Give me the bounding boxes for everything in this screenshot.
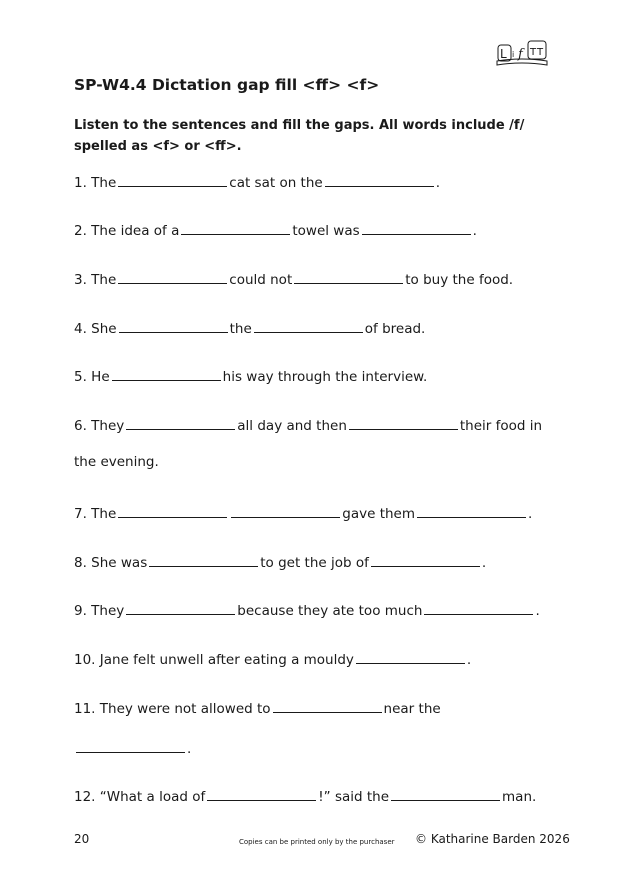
sentence-text: 5. He [74, 369, 110, 385]
sentence-text: 8. She was [74, 555, 148, 571]
sentence-text: . [528, 506, 533, 522]
answer-gap[interactable] [391, 785, 500, 801]
svg-text:L: L [500, 47, 507, 61]
sentence-text: 12. “What a load of [74, 789, 206, 805]
sentence-line [74, 365, 427, 385]
answer-gap[interactable] [181, 219, 290, 235]
svg-text:T: T [530, 47, 537, 58]
sentence-text: near the [383, 701, 441, 717]
answer-gap[interactable] [362, 219, 471, 235]
svg-text:f: f [518, 47, 523, 62]
sentence-text: 1. The [74, 175, 117, 191]
answer-gap[interactable] [254, 317, 363, 333]
sentence-text: the [229, 321, 252, 337]
sentence-line [74, 502, 532, 522]
sentence-line [74, 268, 513, 288]
sentence-text: his way through the interview. [222, 369, 428, 385]
answer-gap[interactable] [325, 171, 434, 187]
sentence-line [74, 317, 425, 337]
sentence-text: 10. Jane felt unwell after eating a mouldy [74, 652, 354, 668]
answer-gap[interactable] [149, 551, 258, 567]
answer-gap[interactable] [126, 414, 235, 430]
answer-gap[interactable] [118, 171, 227, 187]
page-number: 20 [74, 832, 90, 846]
sentence-text: man. [502, 789, 537, 805]
sentence-text: 11. They were not allowed to [74, 701, 271, 717]
answer-gap[interactable] [118, 502, 227, 518]
svg-text:T: T [537, 47, 544, 58]
sentence-text: the evening. [74, 454, 159, 470]
sentence-text: . [472, 223, 477, 239]
sentence-text: gave them [342, 506, 416, 522]
answer-gap[interactable] [126, 599, 235, 615]
sentence-line [74, 737, 191, 757]
answer-gap[interactable] [294, 268, 403, 284]
sentence-line [74, 414, 542, 434]
sentence-text: their food in [459, 418, 543, 434]
instructions: Listen to the sentences and fill the gaps. All words include /f/ spelled as <f> or <ff>. [74, 118, 525, 154]
sentence-line [74, 648, 471, 668]
sentence-text: towel was [292, 223, 360, 239]
sentence-text: 3. The [74, 272, 117, 288]
answer-gap[interactable] [231, 502, 340, 518]
answer-gap[interactable] [119, 317, 228, 333]
sentence-text: 7. The [74, 506, 117, 522]
sentence-line [74, 551, 486, 571]
sentence-text: !” said the [318, 789, 390, 805]
sentence-text: . [435, 175, 441, 191]
sentence-text: to buy the food. [405, 272, 514, 288]
svg-text:i: i [512, 50, 515, 59]
copy-notice: Copies can be printed only by the purchaser [239, 838, 395, 846]
sentence-line [74, 785, 536, 805]
answer-gap[interactable] [207, 785, 316, 801]
answer-gap[interactable] [118, 268, 227, 284]
sentence-text: . [187, 741, 192, 757]
answer-gap[interactable] [356, 648, 465, 664]
answer-gap[interactable] [112, 365, 221, 381]
sentence-text: 4. She [74, 321, 117, 337]
lift-logo [494, 39, 550, 69]
answer-gap[interactable] [273, 697, 382, 713]
answer-gap[interactable] [424, 599, 533, 615]
sentence-text: to get the job of [260, 555, 369, 571]
sentence-text: of bread. [364, 321, 426, 337]
sentence-text: . [535, 603, 540, 619]
answer-gap[interactable] [76, 737, 185, 753]
copyright: © Katharine Barden 2026 [415, 832, 570, 846]
sentence-text: . [481, 555, 487, 571]
answer-gap[interactable] [349, 414, 458, 430]
sentence-text: 6. They [74, 418, 125, 434]
sentence-line [74, 599, 540, 619]
sentence-line [74, 697, 441, 717]
sentence-line [74, 171, 440, 191]
answer-gap[interactable] [371, 551, 480, 567]
sentence-line [74, 454, 159, 470]
sentence-text: . [466, 652, 472, 668]
sentence-line [74, 219, 477, 239]
sentence-text: 9. They [74, 603, 125, 619]
sentence-text: all day and then [237, 418, 347, 434]
sentence-text: 2. The idea of a [74, 223, 180, 239]
sentence-text: could not [229, 272, 293, 288]
answer-gap[interactable] [417, 502, 526, 518]
worksheet-title: SP-W4.4 Dictation gap fill <ff> <f> [74, 76, 380, 94]
sentence-text: because they ate too much [237, 603, 423, 619]
sentence-text: cat sat on the [229, 175, 323, 191]
